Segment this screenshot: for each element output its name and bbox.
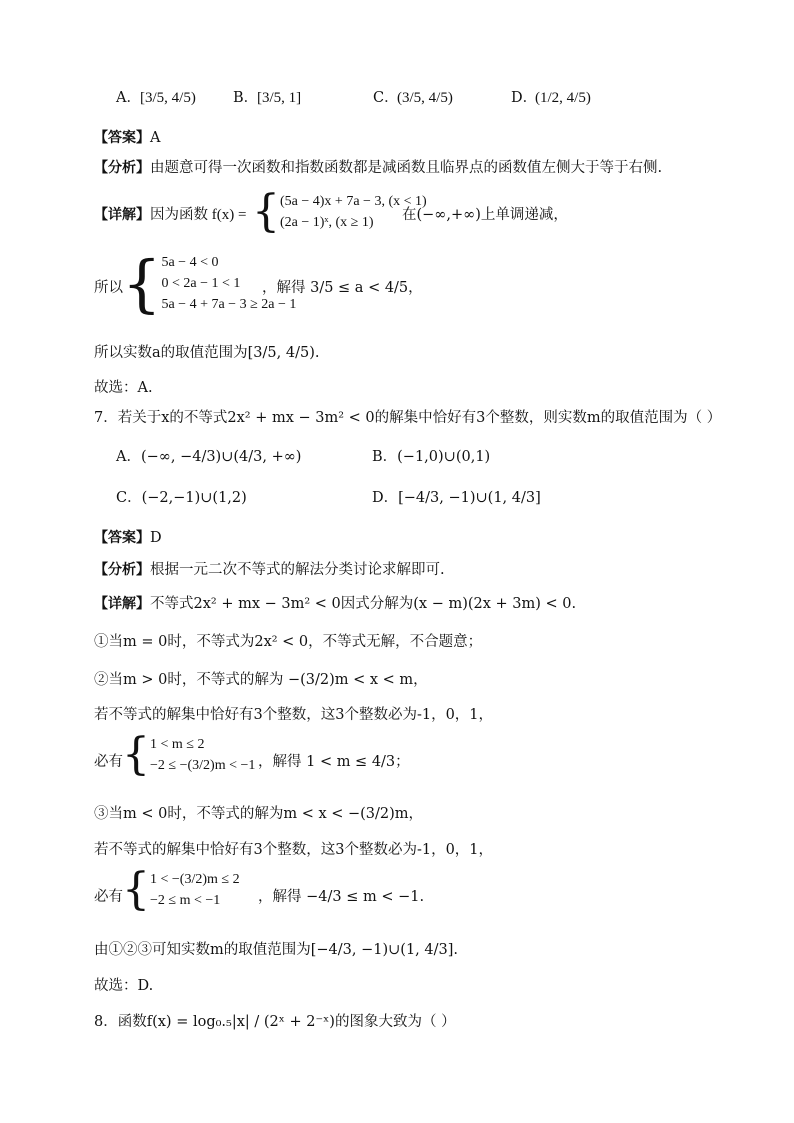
sys3-line-2: −2 ≤ m < −1 (150, 893, 221, 908)
sys-line-1: 5a − 4 < 0 (161, 255, 219, 270)
q7-case-3: ③当m < 0时，不等式的解为m < x < −(3/2)m， (94, 806, 424, 822)
q6-option-c-value: (3/5, 4/5) (397, 90, 453, 106)
q6-answer (94, 128, 160, 148)
q7-option-c: C．(−2,−1)∪(1,2) (116, 490, 247, 506)
analysis-tag: 【分析】 (94, 160, 150, 176)
detail-text: 不等式2x² + mx − 3m² < 0因式分解为(x − m)(2x + 3m) < 0. (150, 596, 577, 612)
sys3-line-1: 1 < −(3/2)m ≤ 2 (150, 872, 240, 887)
q7-answer (94, 528, 162, 548)
q6-piecewise (252, 186, 427, 237)
sys-line-2: 0 < 2a − 1 < 1 (161, 276, 241, 291)
answer-tag: 【答案】 (94, 130, 150, 146)
q7-conclusion: 由①②③可知实数m的取值范围为[−4/3, −1)∪(1, 4/3]. (94, 942, 458, 958)
q6-analysis (94, 158, 662, 178)
answer-value: A (150, 130, 161, 146)
piece-1: (5a − 4)x + 7a − 3, (x < 1) (280, 194, 427, 209)
q7-case-1: ①当m = 0时，不等式为2x² < 0，不等式无解，不合题意； (94, 634, 483, 650)
q7-analysis (94, 560, 445, 580)
q7-option-a: A．(−∞, −4/3)∪(4/3, +∞) (116, 449, 302, 465)
q7-case-2b: 若不等式的解集中恰好有3个整数，这3个整数必为-1，0，1， (94, 707, 494, 723)
sys-line-3: 5a − 4 + 7a − 3 ≥ 2a − 1 (161, 297, 297, 312)
q6-option-a: A． (116, 90, 141, 106)
q6-option-d-value: (1/2, 4/5) (535, 90, 591, 106)
sys2-line-1: 1 < m ≤ 2 (150, 737, 205, 752)
q6-detail-prefix (94, 205, 246, 225)
q6-solve: ，解得 3/5 ≤ a < 4/5， (262, 280, 423, 296)
q7-system-2 (122, 729, 256, 780)
q7-must-2: 必有 (94, 754, 123, 770)
q6-option-d: D． (511, 90, 538, 106)
q7-must-3: 必有 (94, 889, 123, 905)
q7-option-b: B．(−1,0)∪(0,1) (372, 449, 491, 465)
q7-case-3b: 若不等式的解集中恰好有3个整数，这3个整数必为-1，0，1， (94, 842, 494, 858)
analysis-text: 由题意可得一次函数和指数函数都是减函数且临界点的函数值左侧大于等于右侧. (150, 160, 663, 176)
q6-choose: 故选：A. (94, 380, 153, 396)
brace-icon: { (122, 864, 150, 915)
q7-case-2: ②当m > 0时，不等式的解为 −(3/2)m < x < m， (94, 672, 428, 688)
answer-tag: 【答案】 (94, 530, 150, 546)
detail-tag: 【详解】 (94, 207, 150, 223)
q6-option-a-value: [3/5, 4/5) (140, 90, 196, 106)
q7-detail (94, 594, 576, 614)
detail-tag: 【详解】 (94, 596, 150, 612)
q8-stem: 8．函数f(x) = log₀.₅|x| / (2ˣ + 2⁻ˣ)的图象大致为（ ） (94, 1014, 456, 1030)
brace-icon: { (122, 729, 150, 780)
q6-option-c: C． (373, 90, 399, 106)
q6-range: 所以实数a的取值范围为[3/5, 4/5). (94, 345, 320, 361)
answer-value: D (150, 530, 162, 546)
q6-detail-suffix: 在(−∞,+∞)上单调递减， (402, 207, 568, 223)
q6-option-b: B． (233, 90, 259, 106)
q7-solve-2: ，解得 1 < m ≤ 4/3； (258, 754, 410, 770)
analysis-tag: 【分析】 (94, 562, 150, 578)
sys2-line-2: −2 ≤ −(3/2)m < −1 (150, 758, 256, 773)
q6-so: 所以 (94, 280, 123, 296)
piece-2: (2a − 1)ˣ, (x ≥ 1) (280, 215, 374, 230)
q7-choose: 故选：D. (94, 978, 154, 994)
q7-system-3 (122, 864, 240, 915)
q7-stem: 7．若关于x的不等式2x² + mx − 3m² < 0的解集中恰好有3个整数，则实数m的取值范围为（ ） (94, 410, 722, 426)
brace-icon: { (122, 246, 162, 320)
q7-option-d: D．[−4/3, −1)∪(1, 4/3] (372, 490, 541, 506)
analysis-text: 根据一元二次不等式的解法分类讨论求解即可. (150, 562, 445, 578)
detail-text: 因为函数 (150, 207, 208, 223)
function-name: f(x) = (208, 207, 247, 223)
q6-option-b-value: [3/5, 1] (257, 90, 302, 106)
q7-solve-3: ，解得 −4/3 ≤ m < −1. (258, 889, 425, 905)
brace-icon: { (252, 186, 280, 237)
